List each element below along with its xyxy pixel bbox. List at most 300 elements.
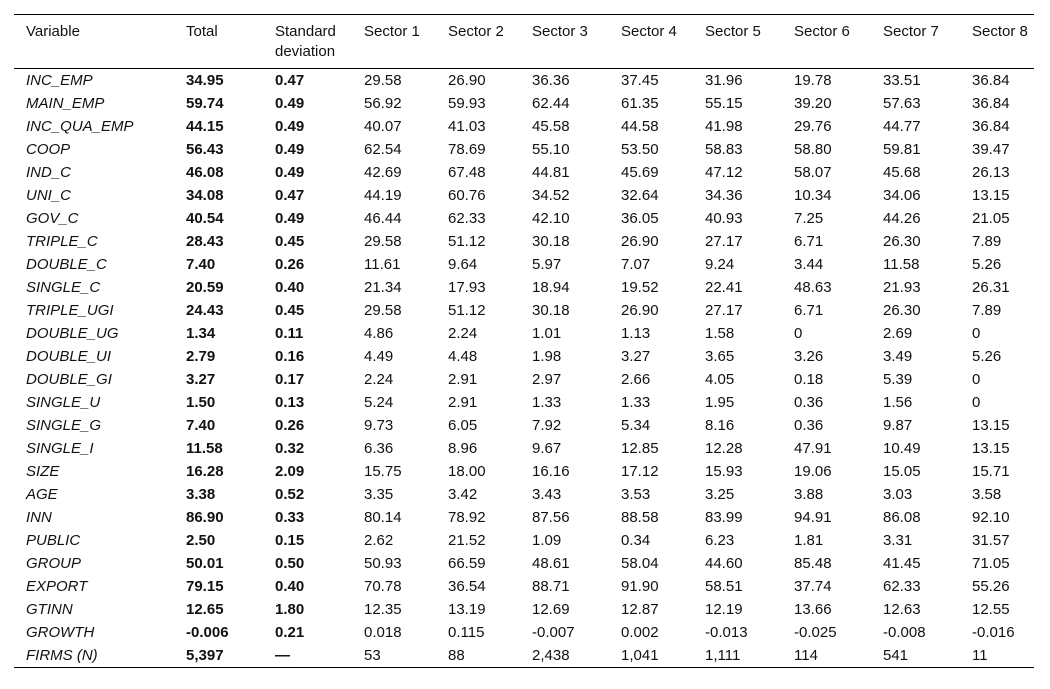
cell-sector-2: 36.54 — [448, 578, 486, 595]
cell-sector-3: 44.81 — [532, 164, 570, 181]
cell-standard-deviation: 0.49 — [275, 141, 305, 158]
cell-sector-3: 87.56 — [532, 509, 570, 526]
table-row — [14, 437, 1034, 460]
table-row — [14, 575, 1034, 598]
cell-sector-4: 58.04 — [621, 555, 659, 572]
cell-sector-3: 1.33 — [532, 394, 562, 411]
cell-sector-5: 27.17 — [705, 233, 743, 250]
cell-sector-7: 11.58 — [883, 256, 920, 273]
cell-sector-5: 55.15 — [705, 95, 743, 112]
cell-sector-8: 26.13 — [972, 164, 1010, 181]
cell-sector-5: 15.93 — [705, 463, 743, 480]
cell-standard-deviation: 0.40 — [275, 279, 305, 296]
cell-sector-7: -0.008 — [883, 624, 926, 641]
cell-variable: INC_QUA_EMP — [26, 118, 134, 135]
table-row — [14, 460, 1034, 483]
cell-sector-5: 22.41 — [705, 279, 743, 296]
cell-sector-2: 4.48 — [448, 348, 478, 365]
cell-sector-5: 31.96 — [705, 72, 743, 89]
cell-sector-2: 59.93 — [448, 95, 486, 112]
cell-standard-deviation: 0.49 — [275, 95, 305, 112]
cell-sector-8: 55.26 — [972, 578, 1010, 595]
cell-sector-7: 12.63 — [883, 601, 921, 618]
cell-sector-2: 2.24 — [448, 325, 478, 342]
cell-sector-3: 1.09 — [532, 532, 562, 549]
cell-sector-2: 9.64 — [448, 256, 478, 273]
cell-variable: FIRMS (N) — [26, 647, 98, 664]
cell-standard-deviation: 0.32 — [275, 440, 305, 457]
table-row — [14, 506, 1034, 529]
cell-sector-4: 88.58 — [621, 509, 659, 526]
cell-sector-5: 41.98 — [705, 118, 743, 135]
cell-sector-7: 15.05 — [883, 463, 921, 480]
cell-standard-deviation: 1.80 — [275, 601, 305, 618]
header-sector-6: Sector 6 — [794, 23, 850, 40]
cell-variable: GOV_C — [26, 210, 79, 227]
descriptive-statistics-table-container — [14, 14, 1034, 668]
cell-total: 11.58 — [186, 440, 223, 457]
cell-sector-4: 0.002 — [621, 624, 659, 641]
table-row — [14, 92, 1034, 115]
table-row — [14, 322, 1034, 345]
cell-sector-2: 67.48 — [448, 164, 486, 181]
table-header — [14, 15, 1034, 69]
cell-sector-8: 5.26 — [972, 348, 1002, 365]
cell-variable: AGE — [26, 486, 58, 503]
cell-sector-4: 3.53 — [621, 486, 651, 503]
cell-total: 34.08 — [186, 187, 224, 204]
cell-sector-4: 32.64 — [621, 187, 659, 204]
cell-sector-2: 0.115 — [448, 624, 485, 641]
cell-sector-2: 2.91 — [448, 371, 478, 388]
cell-sector-7: 26.30 — [883, 302, 921, 319]
cell-sector-1: 0.018 — [364, 624, 402, 641]
table-row — [14, 138, 1034, 161]
cell-sector-6: 13.66 — [794, 601, 832, 618]
cell-sector-4: 7.07 — [621, 256, 651, 273]
cell-variable: DOUBLE_GI — [26, 371, 112, 388]
cell-sector-2: 78.92 — [448, 509, 486, 526]
cell-sector-7: 44.26 — [883, 210, 921, 227]
cell-sector-4: 2.66 — [621, 371, 651, 388]
cell-sector-1: 12.35 — [364, 601, 402, 618]
cell-total: 40.54 — [186, 210, 224, 227]
cell-sector-6: 0.36 — [794, 417, 824, 434]
cell-standard-deviation: 0.33 — [275, 509, 305, 526]
header-sector-4: Sector 4 — [621, 23, 677, 40]
cell-total: 3.38 — [186, 486, 216, 503]
cell-sector-8: 0 — [972, 325, 981, 342]
cell-total: 5,397 — [186, 647, 224, 664]
cell-sector-6: 0.18 — [794, 371, 824, 388]
cell-sector-1: 6.36 — [364, 440, 394, 457]
cell-sector-4: 0.34 — [621, 532, 651, 549]
cell-sector-3: 62.44 — [532, 95, 570, 112]
header-variable: Variable — [26, 23, 80, 40]
cell-standard-deviation: 0.49 — [275, 164, 305, 181]
cell-total: 50.01 — [186, 555, 224, 572]
cell-sector-3: 18.94 — [532, 279, 570, 296]
cell-sector-7: 541 — [883, 647, 909, 664]
cell-total: 2.79 — [186, 348, 216, 365]
cell-sector-3: 12.69 — [532, 601, 570, 618]
cell-sector-3: 30.18 — [532, 302, 570, 319]
cell-sector-5: 58.51 — [705, 578, 743, 595]
cell-variable: GROWTH — [26, 624, 95, 641]
cell-sector-6: 58.80 — [794, 141, 832, 158]
cell-sector-8: 5.26 — [972, 256, 1002, 273]
table-row — [14, 414, 1034, 437]
cell-sector-6: 7.25 — [794, 210, 824, 227]
cell-variable: UNI_C — [26, 187, 72, 204]
cell-standard-deviation: — — [275, 647, 290, 664]
cell-variable: INC_EMP — [26, 72, 93, 89]
cell-sector-5: 9.24 — [705, 256, 735, 273]
table-row — [14, 368, 1034, 391]
cell-sector-1: 29.58 — [364, 302, 402, 319]
cell-sector-1: 56.92 — [364, 95, 402, 112]
cell-sector-4: 1.13 — [621, 325, 651, 342]
cell-sector-5: 27.17 — [705, 302, 743, 319]
table-row — [14, 69, 1034, 93]
cell-sector-1: 29.58 — [364, 72, 402, 89]
cell-total: 20.59 — [186, 279, 224, 296]
cell-sector-2: 41.03 — [448, 118, 486, 135]
cell-variable: PUBLIC — [26, 532, 81, 549]
cell-sector-5: 8.16 — [705, 417, 735, 434]
cell-sector-7: 10.49 — [883, 440, 921, 457]
cell-sector-6: 1.81 — [794, 532, 824, 549]
cell-sector-6: 94.91 — [794, 509, 832, 526]
cell-standard-deviation: 0.45 — [275, 302, 305, 319]
header-sector-8: Sector 8 — [972, 23, 1028, 40]
cell-sector-7: 33.51 — [883, 72, 921, 89]
cell-total: 34.95 — [186, 72, 224, 89]
cell-sector-1: 42.69 — [364, 164, 402, 181]
cell-sector-3: 16.16 — [532, 463, 570, 480]
cell-sector-6: 6.71 — [794, 233, 824, 250]
cell-sector-3: 2.97 — [532, 371, 562, 388]
cell-sector-3: 7.92 — [532, 417, 562, 434]
cell-sector-8: 13.15 — [972, 187, 1010, 204]
cell-total: 24.43 — [186, 302, 224, 319]
cell-standard-deviation: 0.11 — [275, 325, 304, 342]
cell-sector-5: 12.28 — [705, 440, 743, 457]
cell-sector-6: 47.91 — [794, 440, 832, 457]
cell-sector-7: 86.08 — [883, 509, 921, 526]
cell-sector-5: 1.95 — [705, 394, 735, 411]
cell-total: 59.74 — [186, 95, 224, 112]
cell-total: -0.006 — [186, 624, 229, 641]
cell-sector-4: 26.90 — [621, 302, 659, 319]
cell-variable: TRIPLE_UGI — [26, 302, 114, 319]
cell-variable: SINGLE_G — [26, 417, 102, 434]
cell-sector-7: 2.69 — [883, 325, 913, 342]
cell-total: 28.43 — [186, 233, 224, 250]
cell-sector-8: 7.89 — [972, 302, 1002, 319]
table-row — [14, 644, 1034, 668]
cell-sector-5: 44.60 — [705, 555, 743, 572]
cell-sector-2: 66.59 — [448, 555, 486, 572]
cell-sector-6: 0.36 — [794, 394, 824, 411]
cell-sector-1: 5.24 — [364, 394, 394, 411]
cell-sector-1: 40.07 — [364, 118, 402, 135]
cell-standard-deviation: 0.16 — [275, 348, 305, 365]
header-sector-5: Sector 5 — [705, 23, 761, 40]
cell-sector-4: 36.05 — [621, 210, 659, 227]
cell-sector-4: 91.90 — [621, 578, 659, 595]
cell-sector-3: 1.01 — [532, 325, 562, 342]
cell-sector-5: 83.99 — [705, 509, 743, 526]
cell-standard-deviation: 0.47 — [275, 72, 305, 89]
cell-total: 3.27 — [186, 371, 216, 388]
table-row — [14, 184, 1034, 207]
cell-standard-deviation: 0.26 — [275, 417, 305, 434]
cell-sector-7: 3.49 — [883, 348, 913, 365]
cell-variable: DOUBLE_UI — [26, 348, 112, 365]
cell-standard-deviation: 0.26 — [275, 256, 305, 273]
cell-variable: DOUBLE_UG — [26, 325, 119, 342]
cell-sector-2: 78.69 — [448, 141, 486, 158]
cell-sector-3: 1.98 — [532, 348, 562, 365]
cell-sector-8: 26.31 — [972, 279, 1010, 296]
cell-sector-8: 92.10 — [972, 509, 1010, 526]
cell-sector-3: 34.52 — [532, 187, 570, 204]
header-sector-3: Sector 3 — [532, 23, 588, 40]
cell-sector-5: -0.013 — [705, 624, 748, 641]
cell-sector-7: 26.30 — [883, 233, 921, 250]
cell-standard-deviation: 2.09 — [275, 463, 305, 480]
cell-sector-6: 19.06 — [794, 463, 832, 480]
cell-sector-4: 44.58 — [621, 118, 659, 135]
cell-sector-7: 59.81 — [883, 141, 921, 158]
cell-sector-7: 57.63 — [883, 95, 921, 112]
cell-variable: GROUP — [26, 555, 82, 572]
table-row — [14, 483, 1034, 506]
cell-standard-deviation: 0.13 — [275, 394, 305, 411]
cell-variable: SINGLE_U — [26, 394, 101, 411]
cell-sector-4: 45.69 — [621, 164, 659, 181]
cell-sector-8: 71.05 — [972, 555, 1010, 572]
header-sector-2: Sector 2 — [448, 23, 504, 40]
cell-sector-4: 61.35 — [621, 95, 659, 112]
cell-variable: SIZE — [26, 463, 60, 480]
cell-sector-6: 3.88 — [794, 486, 824, 503]
cell-sector-8: 21.05 — [972, 210, 1010, 227]
cell-standard-deviation: 0.50 — [275, 555, 305, 572]
cell-sector-6: 114 — [794, 647, 818, 664]
cell-sector-5: 58.83 — [705, 141, 743, 158]
cell-sector-7: 62.33 — [883, 578, 921, 595]
cell-sector-7: 5.39 — [883, 371, 913, 388]
cell-sector-1: 44.19 — [364, 187, 402, 204]
cell-sector-3: 36.36 — [532, 72, 570, 89]
cell-sector-1: 2.24 — [364, 371, 394, 388]
cell-sector-1: 11.61 — [364, 256, 401, 273]
cell-sector-7: 1.56 — [883, 394, 913, 411]
cell-sector-2: 88 — [448, 647, 465, 664]
cell-sector-1: 21.34 — [364, 279, 402, 296]
cell-sector-6: 58.07 — [794, 164, 832, 181]
cell-standard-deviation: 0.45 — [275, 233, 305, 250]
cell-sector-1: 3.35 — [364, 486, 394, 503]
cell-sector-5: 47.12 — [705, 164, 743, 181]
cell-sector-2: 13.19 — [448, 601, 486, 618]
cell-sector-5: 4.05 — [705, 371, 735, 388]
cell-sector-6: 85.48 — [794, 555, 832, 572]
cell-sector-1: 53 — [364, 647, 381, 664]
cell-sector-8: -0.016 — [972, 624, 1015, 641]
table-row — [14, 230, 1034, 253]
cell-sector-1: 29.58 — [364, 233, 402, 250]
cell-sector-2: 2.91 — [448, 394, 478, 411]
table-row — [14, 345, 1034, 368]
cell-sector-1: 9.73 — [364, 417, 394, 434]
cell-sector-8: 3.58 — [972, 486, 1002, 503]
cell-standard-deviation: 0.21 — [275, 624, 305, 641]
cell-sector-8: 36.84 — [972, 95, 1010, 112]
cell-sector-1: 4.49 — [364, 348, 394, 365]
cell-sector-3: 88.71 — [532, 578, 570, 595]
cell-sector-6: 48.63 — [794, 279, 832, 296]
cell-sector-4: 5.34 — [621, 417, 651, 434]
table-row — [14, 621, 1034, 644]
cell-sector-7: 34.06 — [883, 187, 921, 204]
header-total: Total — [186, 23, 218, 40]
header-sector-7: Sector 7 — [883, 23, 939, 40]
header-sector-1: Sector 1 — [364, 23, 420, 40]
cell-sector-8: 31.57 — [972, 532, 1010, 549]
cell-sector-4: 3.27 — [621, 348, 651, 365]
cell-total: 16.28 — [186, 463, 224, 480]
cell-sector-3: -0.007 — [532, 624, 575, 641]
table-row — [14, 161, 1034, 184]
cell-sector-5: 12.19 — [705, 601, 743, 618]
cell-sector-3: 55.10 — [532, 141, 570, 158]
cell-standard-deviation: 0.52 — [275, 486, 305, 503]
table-row — [14, 276, 1034, 299]
header-std-line1: Standard — [275, 23, 336, 40]
cell-sector-5: 6.23 — [705, 532, 735, 549]
cell-variable: SINGLE_I — [26, 440, 94, 457]
cell-sector-1: 4.86 — [364, 325, 394, 342]
table-row — [14, 299, 1034, 322]
cell-total: 1.34 — [186, 325, 216, 342]
descriptive-statistics-table — [14, 14, 1034, 668]
cell-sector-7: 21.93 — [883, 279, 921, 296]
cell-sector-3: 3.43 — [532, 486, 562, 503]
cell-sector-7: 41.45 — [883, 555, 921, 572]
cell-sector-6: 0 — [794, 325, 803, 342]
cell-sector-1: 70.78 — [364, 578, 402, 595]
table-row — [14, 598, 1034, 621]
cell-sector-2: 62.33 — [448, 210, 486, 227]
cell-standard-deviation: 0.47 — [275, 187, 305, 204]
cell-sector-2: 6.05 — [448, 417, 478, 434]
cell-sector-7: 9.87 — [883, 417, 913, 434]
cell-sector-8: 12.55 — [972, 601, 1010, 618]
cell-sector-7: 3.03 — [883, 486, 913, 503]
cell-sector-2: 51.12 — [448, 302, 486, 319]
cell-sector-4: 17.12 — [621, 463, 659, 480]
table-row — [14, 552, 1034, 575]
cell-sector-8: 39.47 — [972, 141, 1010, 158]
cell-sector-1: 80.14 — [364, 509, 402, 526]
cell-total: 56.43 — [186, 141, 224, 158]
cell-sector-4: 37.45 — [621, 72, 659, 89]
cell-standard-deviation: 0.49 — [275, 210, 305, 227]
cell-sector-3: 42.10 — [532, 210, 570, 227]
header-row — [14, 15, 1034, 69]
cell-sector-2: 17.93 — [448, 279, 486, 296]
cell-variable: DOUBLE_C — [26, 256, 107, 273]
cell-variable: SINGLE_C — [26, 279, 101, 296]
cell-sector-6: -0.025 — [794, 624, 837, 641]
cell-sector-5: 1.58 — [705, 325, 735, 342]
cell-variable: EXPORT — [26, 578, 88, 595]
cell-sector-8: 0 — [972, 394, 981, 411]
cell-sector-6: 10.34 — [794, 187, 832, 204]
cell-sector-2: 60.76 — [448, 187, 486, 204]
cell-sector-8: 15.71 — [972, 463, 1010, 480]
cell-sector-8: 7.89 — [972, 233, 1002, 250]
table-row — [14, 115, 1034, 138]
cell-total: 7.40 — [186, 417, 216, 434]
cell-sector-3: 9.67 — [532, 440, 562, 457]
cell-sector-7: 45.68 — [883, 164, 921, 181]
cell-total: 86.90 — [186, 509, 224, 526]
cell-variable: GTINN — [26, 601, 73, 618]
cell-sector-6: 29.76 — [794, 118, 832, 135]
cell-sector-2: 8.96 — [448, 440, 478, 457]
cell-sector-6: 6.71 — [794, 302, 824, 319]
cell-sector-5: 34.36 — [705, 187, 743, 204]
cell-sector-2: 21.52 — [448, 532, 486, 549]
cell-sector-1: 62.54 — [364, 141, 402, 158]
cell-sector-6: 19.78 — [794, 72, 832, 89]
cell-sector-1: 50.93 — [364, 555, 402, 572]
cell-sector-2: 3.42 — [448, 486, 478, 503]
cell-sector-3: 30.18 — [532, 233, 570, 250]
cell-sector-3: 5.97 — [532, 256, 562, 273]
table-row — [14, 207, 1034, 230]
cell-sector-5: 1,111 — [705, 647, 741, 664]
cell-sector-2: 51.12 — [448, 233, 486, 250]
cell-sector-5: 3.65 — [705, 348, 735, 365]
cell-variable: TRIPLE_C — [26, 233, 98, 250]
table-row — [14, 391, 1034, 414]
cell-sector-2: 26.90 — [448, 72, 486, 89]
cell-sector-8: 36.84 — [972, 118, 1010, 135]
cell-sector-4: 19.52 — [621, 279, 659, 296]
cell-sector-6: 3.44 — [794, 256, 824, 273]
cell-sector-7: 44.77 — [883, 118, 921, 135]
cell-sector-8: 36.84 — [972, 72, 1010, 89]
cell-sector-3: 45.58 — [532, 118, 570, 135]
cell-standard-deviation: 0.40 — [275, 578, 305, 595]
cell-total: 44.15 — [186, 118, 224, 135]
cell-total: 1.50 — [186, 394, 216, 411]
cell-sector-8: 13.15 — [972, 440, 1010, 457]
cell-sector-6: 37.74 — [794, 578, 832, 595]
cell-sector-4: 1,041 — [621, 647, 659, 664]
cell-sector-4: 12.85 — [621, 440, 659, 457]
cell-sector-8: 13.15 — [972, 417, 1010, 434]
cell-sector-4: 53.50 — [621, 141, 659, 158]
cell-total: 79.15 — [186, 578, 224, 595]
cell-sector-6: 3.26 — [794, 348, 824, 365]
cell-total: 46.08 — [186, 164, 224, 181]
